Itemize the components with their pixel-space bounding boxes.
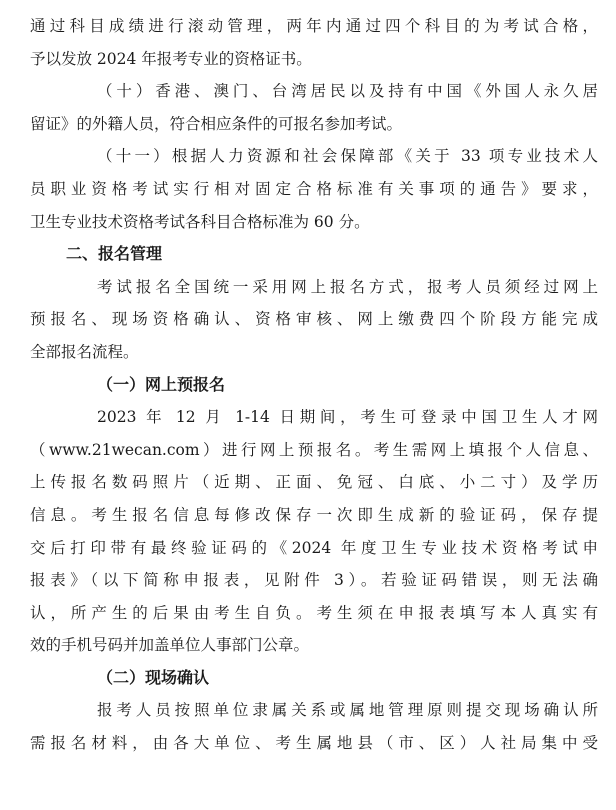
text-line: 预报名、现场资格确认、资格审核、网上缴费四个阶段方能完成 xyxy=(30,310,598,329)
text-line: 上传报名数码照片（近期、正面、免冠、白底、小二寸）及学历 xyxy=(30,473,598,492)
text-line: 交后打印带有最终验证码的《2024 年度卫生专业技术资格考试申 xyxy=(30,538,598,557)
text-line: 效的手机号码并加盖单位人事部门公章。 xyxy=(30,636,310,655)
text-line: 报考人员按照单位隶属关系或属地管理原则提交现场确认所 xyxy=(97,701,598,720)
text-line: 认，所产生的后果由考生自负。考生须在申报表填写本人真实有 xyxy=(30,603,598,622)
text-line: （www.21wecan.com）进行网上预报名。考生需网上填报个人信息、 xyxy=(30,440,598,459)
text-line: 报表》（以下简称申报表，见附件 3）。若验证码错误，则无法确 xyxy=(30,571,598,590)
document-body xyxy=(30,10,598,760)
text-line: 全部报名流程。 xyxy=(30,342,139,361)
text-line: 信息。考生报名信息每修改保存一次即生成新的验证码，保存提 xyxy=(30,505,598,524)
text-line: 需报名材料，由各大单位、考生属地县（市、区）人社局集中受 xyxy=(30,734,598,753)
text-line: 留证》的外籍人员，符合相应条件的可报名参加考试。 xyxy=(30,114,403,133)
subsection-heading: （二）现场确认 xyxy=(97,667,210,687)
text-line: 2023 年 12 月 1-14 日期间，考生可登录中国卫生人才网 xyxy=(97,408,598,427)
text-line: 通过科目成绩进行滚动管理，两年内通过四个科目的为考试合格， xyxy=(30,17,598,35)
text-line: （十一）根据人力资源和社会保障部《关于 33 项专业技术人 xyxy=(97,147,598,166)
text-line: 考试报名全国统一采用网上报名方式，报考人员须经过网上 xyxy=(97,277,598,296)
text-line: （十）香港、澳门、台湾居民以及持有中国《外国人永久居 xyxy=(97,82,598,101)
text-line: 员职业资格考试实行相对固定合格标准有关事项的通告》要求， xyxy=(30,179,598,198)
text-line: 予以发放 2024 年报考专业的资格证书。 xyxy=(30,49,312,68)
subsection-heading: （一）网上预报名 xyxy=(97,374,226,394)
section-heading: 二、报名管理 xyxy=(66,244,163,264)
text-line: 卫生专业技术资格考试各科目合格标准为 60 分。 xyxy=(30,212,370,231)
